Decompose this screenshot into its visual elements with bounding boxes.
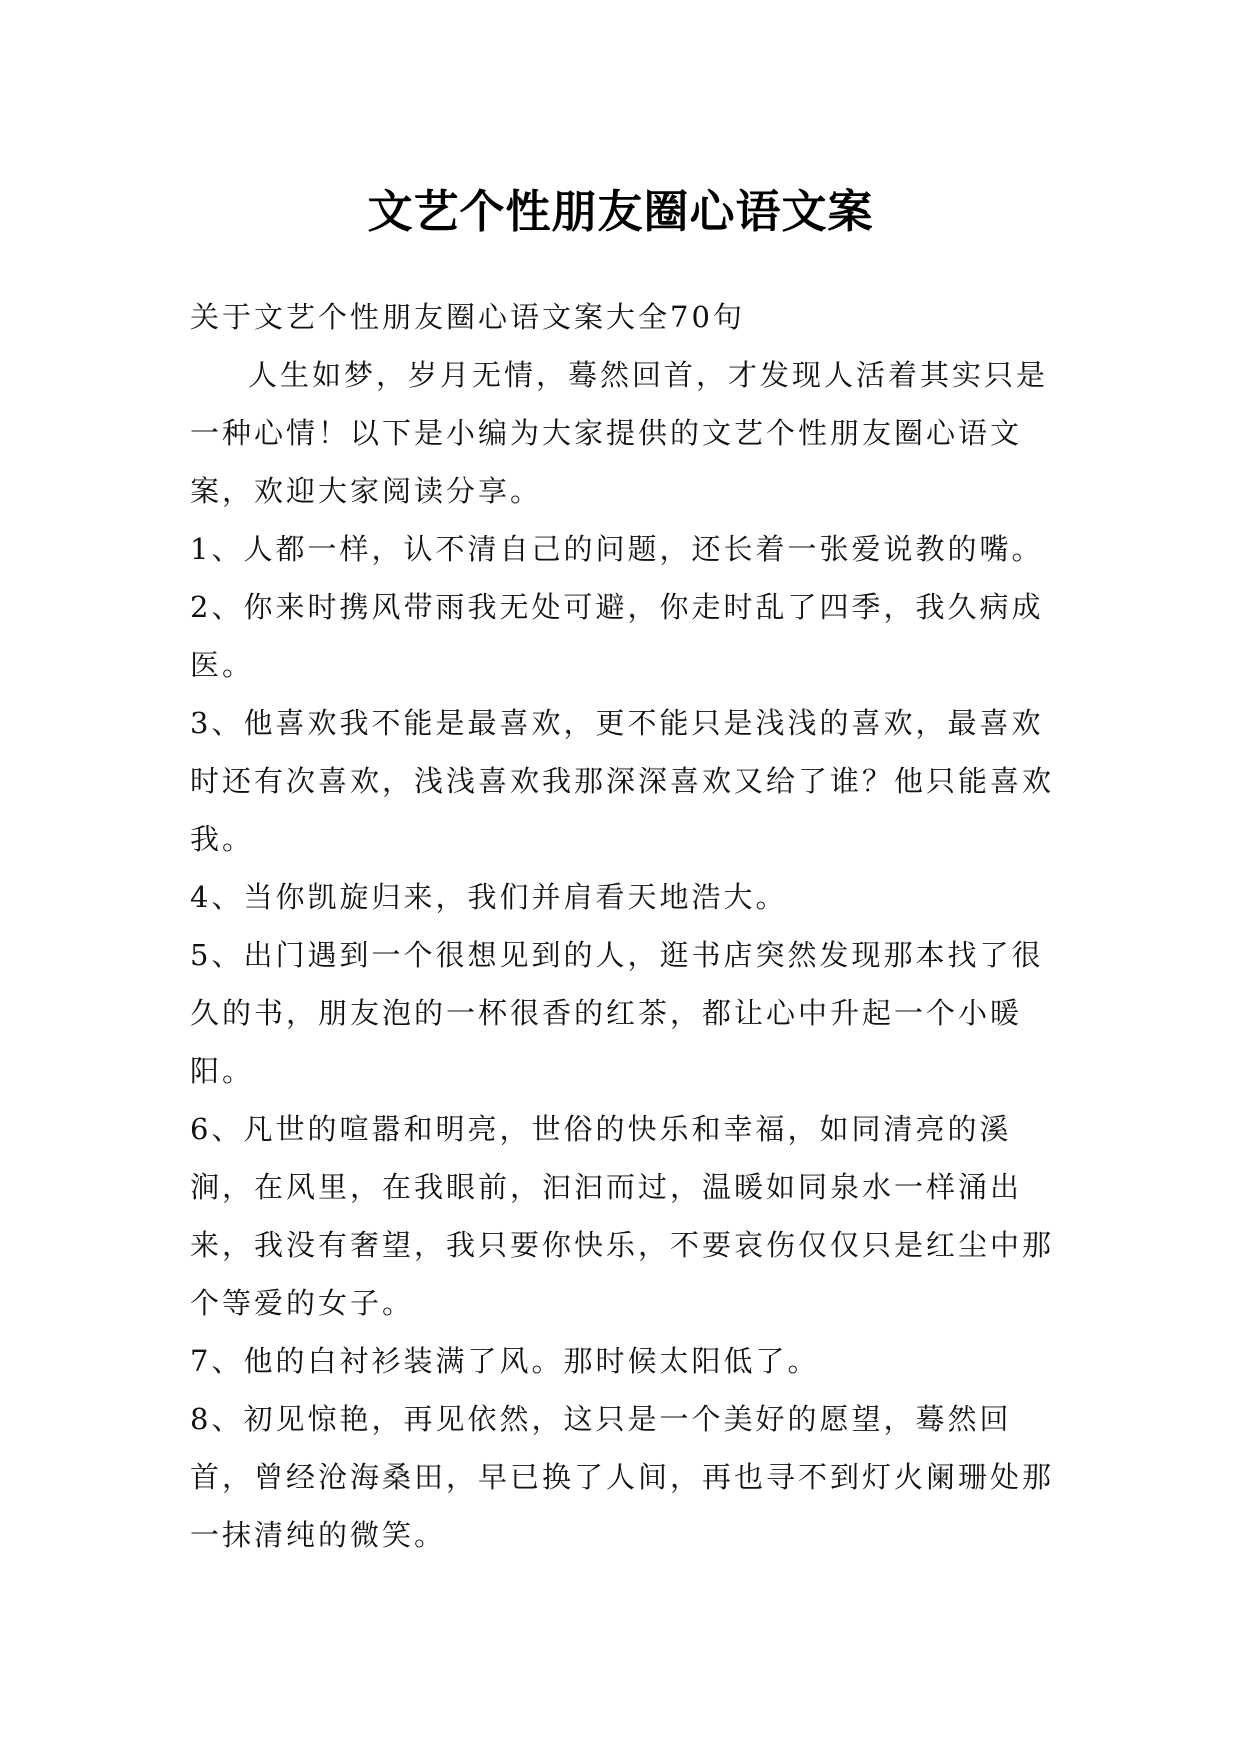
list-item: 1、人都一样，认不清自己的问题，还长着一张爱说教的嘴。: [190, 532, 1044, 566]
list-item: 2、你来时携风带雨我无处可避，你走时乱了四季，我久病成医。: [190, 590, 1044, 682]
page-title: 文艺个性朋友圈心语文案: [367, 185, 874, 239]
list-item: 8、初见惊艳，再见依然，这只是一个美好的愿望，蓦然回首，曾经沧海桑田，早已换了人间，再也寻不到灯火阑珊处那一抹清纯的微笑。: [190, 1402, 1055, 1552]
list-item: 5、出门遇到一个很想见到的人，逛书店突然发现那本找了很久的书，朋友泡的一杯很香的红茶，都让心中升起一个小暖阳。: [190, 938, 1044, 1088]
list-item: 7、他的白衬衫装满了风。那时候太阳低了。: [190, 1344, 820, 1378]
list-item: 6、凡世的喧嚣和明亮，世俗的快乐和幸福，如同清亮的溪涧，在风里，在我眼前，汩汩而过，温暖如同泉水一样涌出来，我没有奢望，我只要你快乐，不要哀伤仅仅只是红尘中那个等爱的女子。: [190, 1112, 1055, 1320]
subtitle: 关于文艺个性朋友圈心语文案大全70句: [190, 300, 745, 334]
document-body: [190, 288, 1060, 1564]
list-item: 4、当你凯旋归来，我们并肩看天地浩大。: [190, 880, 788, 914]
list-item: 3、他喜欢我不能是最喜欢，更不能只是浅浅的喜欢，最喜欢时还有次喜欢，浅浅喜欢我那深深喜欢又给了谁？他只能喜欢我。: [190, 706, 1055, 856]
intro-paragraph: 人生如梦，岁月无情，蓦然回首，才发现人活着其实只是一种心情！以下是小编为大家提供的文艺个性朋友圈心语文案，欢迎大家阅读分享。: [190, 358, 1049, 508]
